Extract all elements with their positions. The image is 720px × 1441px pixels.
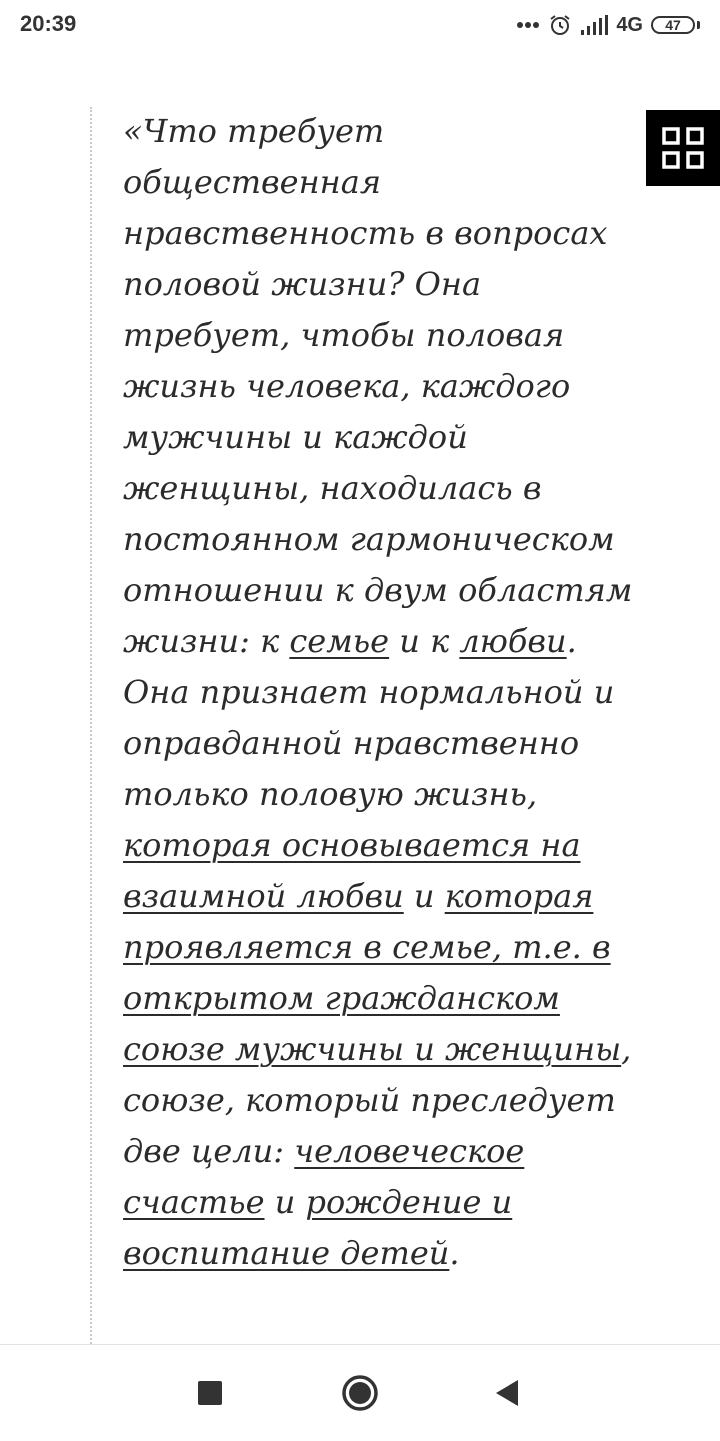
status-time: 20:39: [20, 11, 77, 36]
battery-icon: [651, 16, 695, 34]
inline-link[interactable]: которая основывается на взаимной любви: [123, 826, 581, 915]
status-icons: [516, 12, 700, 38]
back-button[interactable]: [482, 1369, 530, 1417]
quote-fragment: и к: [389, 622, 460, 660]
navigation-bar: [0, 1344, 720, 1441]
quote-fragment: . Она признает нормальной и оправданной нравственно только половую жизнь,: [123, 622, 615, 813]
inline-link[interactable]: человеческое счастье: [123, 1132, 525, 1221]
home-button[interactable]: [336, 1369, 384, 1417]
qr-grid-icon: [661, 126, 705, 170]
back-icon: [492, 1378, 520, 1408]
alarm-icon: [548, 13, 572, 37]
blockquote-rule: [90, 107, 92, 1344]
recent-apps-icon: [197, 1380, 223, 1406]
recent-apps-button[interactable]: [186, 1369, 234, 1417]
inline-link[interactable]: любви: [459, 622, 567, 660]
more-dots-icon: [516, 21, 540, 29]
home-icon: [340, 1373, 380, 1413]
inline-link[interactable]: рождение и воспитание детей: [123, 1183, 513, 1272]
quote-fragment: и: [264, 1183, 306, 1221]
quote-fragment: «Что требует общественная нравственность в вопросах половой жизни? Она требует, чтобы половая жизнь человека, каждого мужчины и каждой женщины, находилась в постоянном гармоническом отношении к двум областям жизни: к: [123, 112, 633, 660]
status-bar: [0, 0, 720, 52]
article-content: [0, 52, 720, 1344]
blockquote-text: [123, 106, 633, 1279]
inline-link[interactable]: которая проявляется в семье, т.е. в открытом гражданском союзе мужчины и женщины: [123, 877, 622, 1068]
signal-icon: [580, 15, 608, 35]
battery-level: 47: [665, 17, 681, 33]
network-label: 4G: [616, 13, 643, 36]
battery-tip: [697, 21, 700, 29]
inline-link[interactable]: семье: [289, 622, 390, 660]
quote-fragment: .: [449, 1234, 460, 1272]
quote-fragment: , союзе, который преследует две цели:: [123, 1030, 632, 1170]
qr-grid-button[interactable]: [646, 110, 720, 186]
quote-fragment: и: [403, 877, 445, 915]
